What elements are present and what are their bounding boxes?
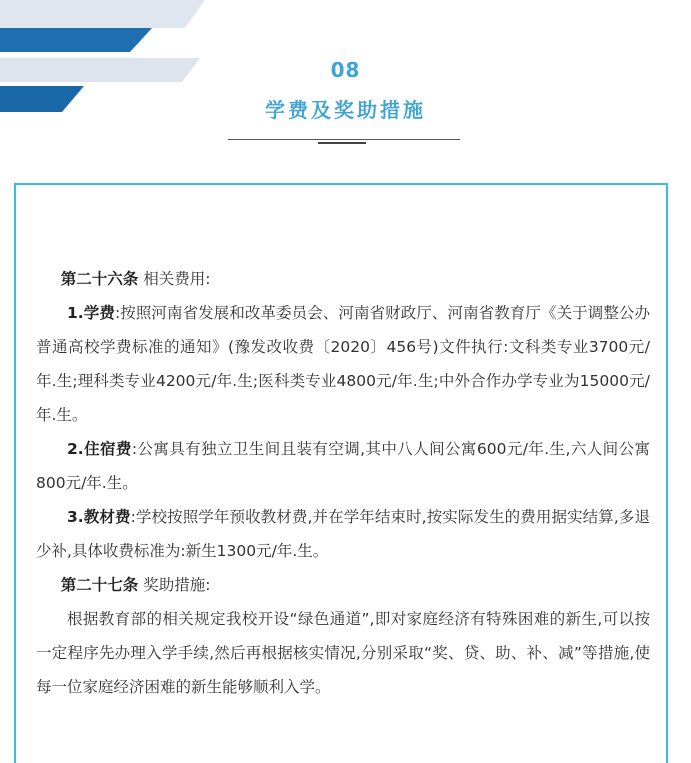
section-number: 08 [330,58,361,82]
article-27-heading [36,568,650,602]
fee-label-accommodation: 2.住宿费 [67,440,132,458]
fee-label-tuition: 1.学费 [67,304,115,322]
article-27-text: 奖助措施: [143,576,211,594]
fee-text-accommodation: :公寓具有独立卫生间且装有空调,其中八人间公寓600元/年.生,六人间公寓800元/年.生。 [36,440,650,492]
fee-item-tuition [36,296,650,432]
article-27-label: 第二十七条 [60,576,139,594]
stripe-light-top [0,0,205,28]
article-26-label: 第二十六条 [60,270,139,288]
article-26-heading [36,262,650,296]
fee-item-accommodation [36,432,650,500]
stripe-dark-top [0,28,152,52]
fee-text-textbook: :学校按照学年预收教材费,并在学年结束时,按实际发生的费用据实结算,多退少补,具体收费标准为:新生1300元/年.生。 [36,508,650,560]
fee-text-tuition: :按照河南省发展和改革委员会、河南省财政厅、河南省教育厅《关于调整公办普通高校学费标准的通知》(豫发改收费〔2020〕456号)文件执行:文科类专业3700元/年.生;理科类专业4200元/年.生;医科类专业4800元/年.生;中外合作办学专业为15000元/年.生。 [36,304,650,424]
section-title: 学费及奖助措施 [265,98,426,122]
title-rule-thin [228,139,460,140]
title-rule-thick [318,142,366,144]
article-27-paragraph: 根据教育部的相关规定我校开设“绿色通道”,即对家庭经济有特殊困难的新生,可以按一定程序先办理入学手续,然后再根据核实情况,分别采取“奖、贷、助、补、减”等措施,使每一位家庭经济困难的新生能够顺利入学。 [36,610,650,696]
content-body [36,262,650,704]
article-26-text: 相关费用: [143,270,211,288]
fee-item-textbook [36,500,650,568]
fee-label-textbook: 3.教材费 [67,508,131,526]
